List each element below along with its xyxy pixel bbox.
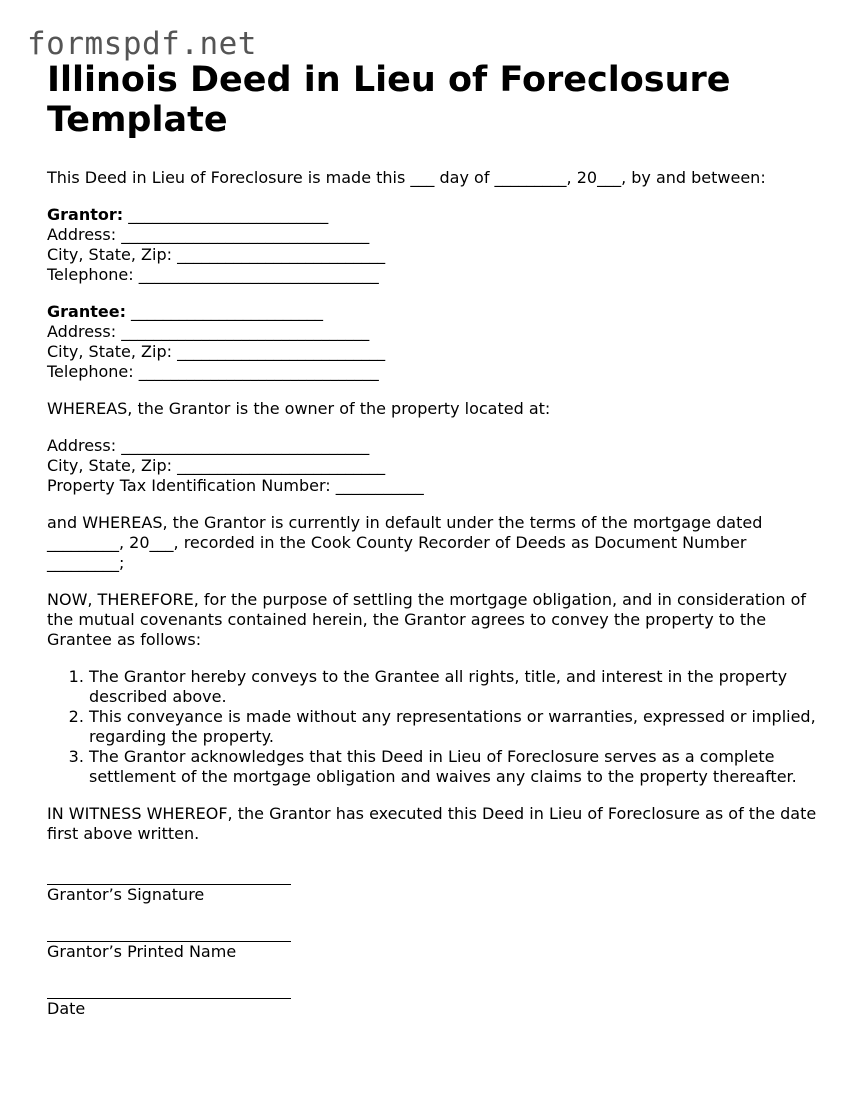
grantor-section: [47, 205, 822, 285]
signature-section: [47, 866, 822, 1019]
intro-paragraph: This Deed in Lieu of Foreclosure is made this ___ day of _________, 20___, by and between:: [47, 168, 766, 187]
grantee-name-blank: ________________________: [125, 302, 324, 321]
signature-line: [47, 866, 291, 885]
list-item: 3. The Grantor acknowledges that this Deed in Lieu of Foreclosure serves as a complete settlement of the mortgage obligation and waives any claims to the property thereafter.: [89, 747, 822, 787]
grantee-address: Address: _______________________________: [47, 322, 370, 341]
grantee-city-state-zip: City, State, Zip: __________________________: [47, 342, 386, 361]
printed-name-block: [47, 923, 822, 962]
grantee-label: Grantee:: [47, 302, 126, 321]
grantee-telephone: Telephone: ______________________________: [47, 362, 379, 381]
whereas-owner-paragraph: WHEREAS, the Grantor is the owner of the property located at:: [47, 399, 551, 418]
printed-name-line: [47, 923, 291, 942]
list-item: 1. The Grantor hereby conveys to the Grantee all rights, title, and interest in the property described above.: [89, 667, 822, 707]
witness-paragraph: IN WITNESS WHEREOF, the Grantor has executed this Deed in Lieu of Foreclosure as of the date first above written.: [47, 804, 817, 843]
document-page: [47, 60, 822, 1037]
grantor-city-state-zip: City, State, Zip: __________________________: [47, 245, 386, 264]
grantor-name-blank: _________________________: [123, 205, 329, 224]
property-section: [47, 436, 822, 496]
property-city-state-zip: City, State, Zip: __________________________: [47, 456, 386, 475]
grantor-label: Grantor:: [47, 205, 124, 224]
site-watermark: formspdf.net: [27, 26, 257, 62]
signature-label: Grantor’s Signature: [47, 885, 205, 904]
date-label: Date: [47, 999, 86, 1018]
document-title: Illinois Deed in Lieu of Foreclosure Template: [47, 60, 731, 140]
grantor-name-line: [47, 205, 822, 225]
date-line: [47, 980, 291, 999]
grantee-section: [47, 302, 822, 382]
date-block: [47, 980, 822, 1019]
grantor-telephone: Telephone: ______________________________: [47, 265, 379, 284]
list-item: 2. This conveyance is made without any representations or warranties, expressed or implied, regarding the property.: [89, 707, 822, 747]
signature-block: [47, 866, 822, 905]
now-therefore-paragraph: NOW, THEREFORE, for the purpose of settling the mortgage obligation, and in consideration of the mutual covenants contained herein, the Grantor agrees to convey the property to the Grantee as follows:: [47, 590, 807, 649]
property-address: Address: _______________________________: [47, 436, 370, 455]
property-tax-id: Property Tax Identification Number: ___________: [47, 476, 424, 495]
terms-list: [47, 667, 822, 787]
grantee-name-line: [47, 302, 822, 322]
printed-name-label: Grantor’s Printed Name: [47, 942, 237, 961]
whereas-default-paragraph: and WHEREAS, the Grantor is currently in default under the terms of the mortgage dated _________, 20___, recorded in the Cook County Recorder of Deeds as Document Number _________;: [47, 513, 763, 572]
grantor-address: Address: _______________________________: [47, 225, 370, 244]
